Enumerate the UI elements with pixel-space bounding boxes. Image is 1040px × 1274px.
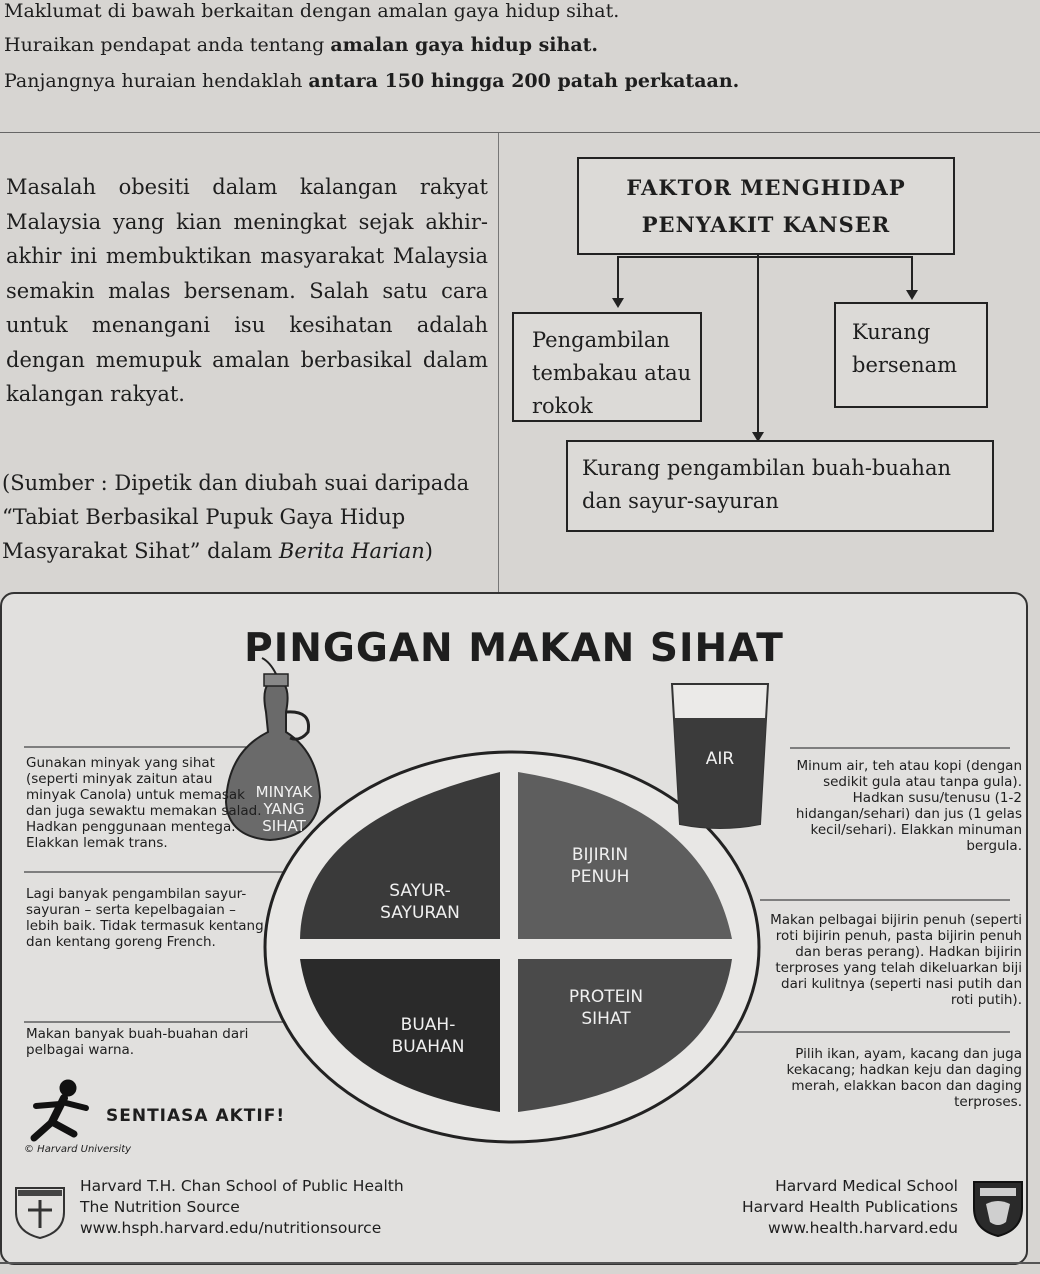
box-exercise — [834, 302, 988, 408]
connector-right-vertical — [911, 256, 913, 290]
arrow-down-exercise — [906, 290, 918, 300]
footer-right-line-3: www.health.harvard.edu — [768, 1219, 958, 1237]
note-fruits: Makan banyak buah-buahan dari pelbagai warna. — [26, 1026, 249, 1058]
oil-label-line-1: MINYAK — [255, 783, 313, 801]
box-tobacco-line-1: Pengambilan — [532, 328, 670, 352]
footer-left — [80, 1176, 404, 1239]
box-exercise-line-2: bersenam — [852, 353, 958, 377]
diagram-title-box — [577, 157, 955, 255]
connector-left-vertical — [617, 256, 619, 298]
box-fruit-line-2: dan sayur-sayuran — [582, 489, 779, 513]
oil-label-line-2: YANG — [263, 800, 305, 818]
note-oil: Gunakan minyak yang sihat (seperti minyak zaitun atau minyak Canola) untuk memasak dan juga sewaktu memakan salad. Hadkan penggunaan mentega. Elakkan lemak trans. — [26, 755, 262, 851]
label-grains-line-1: BIJIRIN — [571, 845, 629, 865]
water-fill — [674, 718, 766, 828]
instruction-line-1: Maklumat di bawah berkaitan dengan amalan gaya hidup sihat. — [4, 0, 620, 22]
label-vegetables-line-1: SAYUR- — [389, 881, 451, 901]
diagram-title-line-1: FAKTOR MENGHIDAP — [626, 175, 906, 200]
label-vegetables-line-2: SAYURAN — [380, 903, 460, 923]
bottom-divider — [0, 1262, 1040, 1264]
label-protein-line-2: SIHAT — [581, 1009, 631, 1029]
harvard-chan-shield-icon — [12, 1184, 68, 1240]
box-tobacco-line-2: tembakau atau — [532, 361, 692, 385]
copyright: © Harvard University — [24, 1144, 132, 1155]
source-suffix: ) — [424, 539, 433, 563]
plate-title: PINGGAN MAKAN SIHAT — [244, 626, 784, 671]
footer-right-line-2: Harvard Health Publications — [741, 1198, 958, 1216]
diagram-title-line-2: PENYAKIT KANSER — [641, 212, 891, 237]
harvard-medical-shield-icon — [970, 1178, 1026, 1238]
instruction-line-2-text: Huraikan pendapat anda tentang — [4, 34, 331, 56]
oil-bottle-spout — [262, 658, 276, 674]
label-protein — [546, 986, 666, 1030]
oil-bottle-cap — [264, 674, 288, 686]
center-divider — [498, 133, 499, 593]
note-protein: Pilih ikan, ayam, kacang dan juga kekacang; hadkan keju dan daging merah, elakkan bacon dan daging terproses. — [786, 1046, 1022, 1110]
instruction-line-3-text: Panjangnya huraian hendaklah — [4, 70, 309, 92]
label-fruits-line-2: BUAHAN — [391, 1037, 465, 1057]
box-exercise-line-1: Kurang — [852, 320, 931, 344]
instruction-line-2-bold: amalan gaya hidup sihat. — [330, 34, 599, 56]
footer-left-line-2: The Nutrition Source — [80, 1198, 240, 1216]
note-vegetables: Lagi banyak pengambilan sayur-sayuran – serta kepelbagaian – lebih baik. Tidak termasuk kentang dan kentang goreng French. — [26, 886, 264, 950]
connector-center-vertical — [757, 255, 759, 433]
oil-label-line-3: SIHAT — [262, 817, 306, 835]
passage-source — [2, 466, 492, 568]
stay-active-label: SENTIASA AKTIF! — [106, 1106, 286, 1126]
footer-left-line-3: www.hsph.harvard.edu/nutritionsource — [80, 1219, 382, 1237]
label-fruits-line-1: BUAH- — [400, 1015, 456, 1035]
footer-right — [690, 1176, 958, 1239]
label-grains-line-2: PENUH — [570, 867, 630, 887]
label-fruits — [368, 1014, 488, 1058]
label-protein-line-1: PROTEIN — [568, 987, 644, 1007]
passage-text: Masalah obesiti dalam kalangan rakyat Malaysia yang kian meningkat sejak akhir-akhir ini membuktikan masyarakat Malaysia semakin malas bersenam. Salah satu cara untuk menangani isu kesihatan adalah dengan memupuk amalan berbasikal dalam kalangan rakyat. — [6, 175, 488, 406]
top-divider — [0, 132, 1040, 133]
label-vegetables — [350, 880, 490, 924]
label-grains — [540, 844, 660, 888]
box-tobacco — [512, 312, 702, 422]
instruction-line-3-bold: antara 150 hingga 200 patah perkataan. — [308, 70, 740, 92]
source-italic: Berita Harian — [278, 539, 425, 563]
note-grains: Makan pelbagai bijirin penuh (seperti roti bijirin penuh, pasta bijirin penuh dan beras perang). Hadkan bijirin terproses yang telah dikeluarkan biji dari kulitnya (seperti nasi putih dan roti putih). — [770, 912, 1022, 1008]
connector-horizontal — [617, 256, 913, 258]
note-water: Minum air, teh atau kopi (dengan sedikit gula atau tanpa gula). Hadkan susu/tenusu (1-2 hidangan/sehari) dan jus (1 gelas kecil/sehari). Elakkan minuman bergula. — [795, 758, 1022, 854]
water-label: AIR — [705, 749, 735, 769]
box-tobacco-line-3: rokok — [532, 394, 593, 418]
source-prefix: (Sumber : Dipetik dan diubah suai daripada “Tabiat Berbasikal Pupuk Gaya Hidup Masyarakat Sihat” dalam — [2, 471, 470, 563]
instruction-line-3 — [4, 70, 739, 92]
running-person-icon — [34, 1080, 86, 1138]
arrow-down-tobacco — [612, 298, 624, 308]
footer-right-line-1: Harvard Medical School — [775, 1177, 958, 1195]
instruction-line-2 — [4, 34, 598, 56]
box-fruit-veg — [566, 440, 994, 532]
box-fruit-line-1: Kurang pengambilan buah-buahan — [582, 456, 951, 480]
footer-left-line-1: Harvard T.H. Chan School of Public Health — [80, 1177, 404, 1195]
